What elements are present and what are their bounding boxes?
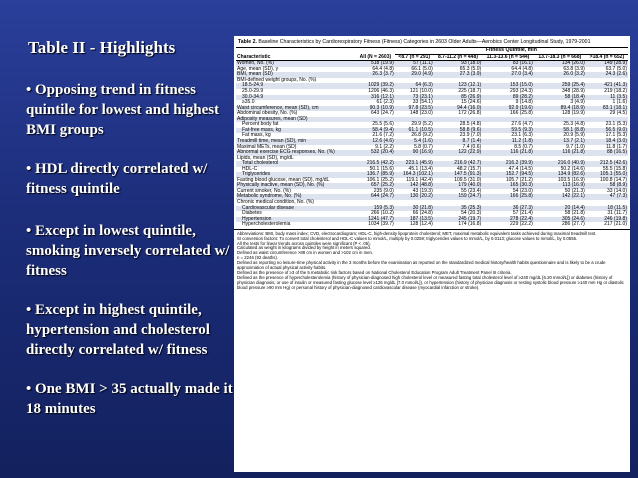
row-label: Physically inactive, mean (SD), No. (%) <box>236 183 356 189</box>
table-cell: 61 (2.3) <box>376 99 394 106</box>
table-cell: 66 (24.8) <box>412 210 433 217</box>
table-cell: 103.5 (16.9) <box>557 176 585 183</box>
table-cell: 159 (24.7) <box>434 194 482 200</box>
table-cell: 92.9 (19.6) <box>482 106 534 112</box>
row-label: Metabolic syndrome, No. (%) <box>236 194 356 200</box>
table-cell: 9.1 (2.2) <box>375 143 394 150</box>
table-cell: 83 (16.1) <box>482 61 534 67</box>
row-label: Age, mean (SD), y <box>237 65 279 72</box>
table-cell: 9 (14.8) <box>515 99 533 106</box>
table-cell: 286 (27.7) <box>562 221 585 228</box>
table-cell: 187 (13.5) <box>395 217 434 223</box>
row-label: 30.0-34.9 <box>236 95 356 101</box>
table-cell: 11.8 (1.7) <box>605 143 627 150</box>
table-cell: 259 (25.4) <box>534 83 586 89</box>
row-label: Diabetes <box>242 210 262 217</box>
table-cell: 26.3 (3.7) <box>356 72 395 78</box>
table-cell: 88 (16.5) <box>586 150 628 156</box>
table-row <box>236 222 628 228</box>
table-cell: 105.1 (55.0) <box>586 172 628 178</box>
baseline-table <box>236 47 628 228</box>
row-label: Chronic medical condition, No. (%) <box>237 198 314 205</box>
table-cell: 17.1 (5.3) <box>605 132 627 139</box>
table-cell: 518 (19.9) <box>356 61 395 67</box>
bullet-item: • Opposing trend in fitness quintile for lowest and highest BMI groups <box>26 82 220 138</box>
table-cell: 113 (16.9) <box>534 183 586 189</box>
table-cell: 123 (12.1) <box>434 83 482 89</box>
row-label: Lipids, mean (SD), mg/dL <box>237 154 294 161</box>
table-cell: 122 (22.9) <box>434 150 482 156</box>
row-label: Percent body fat <box>242 121 279 128</box>
table-cell: 1 (1.6) <box>612 99 627 106</box>
table-cell: 12.6 (4.6) <box>356 139 395 145</box>
table-cell: 97.8 (23.5) <box>395 106 434 112</box>
table-cell: 128 (12.4) <box>409 221 433 228</box>
table-row <box>236 150 628 156</box>
table-cell: 316 (12.1) <box>356 95 395 101</box>
table-cell: 657 (25.2) <box>356 183 395 189</box>
table-footnotes <box>234 229 630 293</box>
table-cell: 1206 (46.3) <box>368 88 394 95</box>
table-cell: 25.5 (5.6) <box>372 121 394 128</box>
table-cell: 58 (18.4) <box>534 95 586 101</box>
table-cell: 63.7 (5.0) <box>605 65 627 72</box>
table-cell: 64 (6.3) <box>395 83 434 89</box>
table-cell: 644 (24.7) <box>356 194 395 200</box>
row-label: Adiposity measures, mean (SD) <box>236 117 356 123</box>
table-cell: 235 (9.0) <box>373 187 394 194</box>
table-cell: 165 (30.3) <box>482 183 534 189</box>
table-cell: 7.4 (0.6) <box>462 143 482 150</box>
table-cell: 5.4 (1.6) <box>395 139 434 145</box>
table-cell: 58 (8.9) <box>586 183 628 189</box>
table-cell: 55.5 (15.8) <box>602 165 627 172</box>
row-label: Waist circumference, mean (SD), cm <box>236 106 356 112</box>
table-image <box>234 36 630 472</box>
table-cell: 128 (19.9) <box>562 110 585 117</box>
table-cell: 59.5 (9.3) <box>482 128 534 134</box>
bullet-list <box>26 80 238 438</box>
table-cell: 153 (15.0) <box>482 83 534 89</box>
col-header: Characteristic <box>236 54 356 61</box>
table-cell: 1241 (47.7) <box>356 217 395 223</box>
table-cell: 25.3 (4.8) <box>563 121 585 128</box>
bullet-item: • HDL directly correlated w/ fitness quintile <box>26 161 208 197</box>
row-label: Triglycerides <box>236 172 356 178</box>
table-cell: 11.2 (1.8) <box>482 139 534 145</box>
table-cell: 18.4 (3.0) <box>586 139 628 145</box>
table-cell: 90 (16.9) <box>395 150 434 156</box>
row-label: 18.5-24.9 <box>236 83 356 89</box>
col-header: >18.4 (n = 652) <box>586 54 628 61</box>
table-cell: 245 (19.7) <box>434 217 482 223</box>
row-label: Hypercholesterolemia <box>242 221 291 228</box>
table-cell: 89.4 (18.9) <box>534 106 586 112</box>
table-cell: 3 (4.9) <box>570 99 585 106</box>
table-cell: 50 (21.3) <box>564 187 585 194</box>
table-cell: 27.6 (4.7) <box>511 121 533 128</box>
table-cell: 121 (10.0) <box>409 88 433 95</box>
row-label: Fat mass, kg <box>242 132 271 139</box>
row-label: BMI, mean (SD) <box>236 72 356 78</box>
table-cell: 21.6 (7.2) <box>372 132 394 139</box>
table-cell: 1029 (39.2) <box>356 83 395 89</box>
table-cell: 35 (25.3) <box>434 206 482 212</box>
table-cell: 61.1 (10.5) <box>395 128 434 134</box>
table-cell: 159 (5.3) <box>356 206 395 212</box>
table-cell: 58.1 (8.8) <box>534 128 586 134</box>
table-cell: 149 (28.9) <box>586 61 628 67</box>
footnote: Defined as waist circumference >88 cm in women and >102 cm in men. <box>237 250 374 256</box>
table-cell: 106.1 (25.2) <box>366 176 394 183</box>
table-cell: 8.5 (0.7) <box>514 143 533 150</box>
table-cell: 20 (14.4) <box>534 206 586 212</box>
table-cell: 50.1 (15.6) <box>369 165 394 172</box>
table-cell: 27.0 (3.4) <box>482 72 534 78</box>
row-label: Women, No. (%) <box>236 61 356 67</box>
table-cell: 90.3 (10.9) <box>356 106 395 112</box>
table-cell: 26.8 (9.2) <box>411 132 433 139</box>
table-cell: 58.8 (9.6) <box>434 128 482 134</box>
table-cell: 166 (25.8) <box>510 110 533 117</box>
table-cell: 33 (54.1) <box>412 99 433 106</box>
row-label: Fasting blood glucose, mean (SD), mg/dL <box>237 176 330 183</box>
row-label: Hypertension <box>236 217 356 223</box>
table-cell: 83.1 (18.1) <box>586 106 628 112</box>
row-label: Maximal METs, mean (SD) <box>237 143 297 150</box>
table-cell: 266 (10.2) <box>370 210 394 217</box>
table-cell: 54 (20.3) <box>461 210 482 217</box>
table-cell: 29 (4.5) <box>609 110 627 117</box>
table-cell: 64.4 (4.8) <box>511 65 533 72</box>
table-cell: 33 (14.0) <box>606 187 627 194</box>
table-cell: 229 (22.2) <box>510 221 533 228</box>
table-cell: 278 (22.4) <box>482 217 534 223</box>
table-cell: 29.0 (4.9) <box>395 72 434 78</box>
col-header: 13.7-18.3 (n = 668) <box>534 54 586 61</box>
row-label: HDL-C <box>242 165 258 172</box>
footnote: All the tests for linear trends across quintiles were significant (P < .05). <box>237 240 371 246</box>
table-cell: 28.5 (4.8) <box>459 121 482 128</box>
table-cell: 13.7 (2.1) <box>534 139 586 145</box>
table-cell: 164.3 (102.1) <box>395 172 434 178</box>
table-cell: 50.2 (14.6) <box>560 165 585 172</box>
col-header: 8.7-11.2 (n = 448) <box>434 54 482 61</box>
table-cell: 134 (26.0) <box>534 61 586 67</box>
table-cell: 47.4 (14.5) <box>508 165 533 172</box>
slide-title: Table II - Highlights <box>28 38 176 57</box>
table-cell: 20.9 (5.9) <box>563 132 585 139</box>
table-caption <box>234 36 630 47</box>
table-cell: 29.9 (5.2) <box>411 121 433 128</box>
table-cell: 43 (19.3) <box>412 187 433 194</box>
table-cell: 55 (23.4) <box>461 187 482 194</box>
table-cell: 152.7 (94.5) <box>482 172 534 178</box>
quintile-header: Fitness Quintile, min <box>395 48 628 55</box>
table-cell: 172 (26.8) <box>458 110 482 117</box>
table-cell: 246 (19.8) <box>586 217 628 223</box>
table-cell: 9.7 (1.0) <box>566 143 585 150</box>
table-cell: 421 (41.3) <box>586 83 628 89</box>
table-cell: 56.5 (9.0) <box>586 128 628 134</box>
row-label: BMI-defined weight groups, No. (%) <box>237 76 317 83</box>
table-cell: 94.4 (16.0) <box>434 106 482 112</box>
table-cell: 73 (23.1) <box>395 95 434 101</box>
table-cell: 130 (20.2) <box>395 194 434 200</box>
table-body <box>236 61 628 228</box>
table-cell: 24.3 (2.6) <box>586 72 628 78</box>
row-label: Total cholesterol <box>236 161 356 167</box>
table-cell: 30 (21.8) <box>395 206 434 212</box>
footnote: Defined as the presence of ≥3 of the 5 metabolic risk factors based on National Cholesterol Education Program Adult Treatment Panel III criteria. <box>237 269 512 275</box>
table-cell: 105.7 (21.2) <box>505 176 533 183</box>
table-cell: 66.1 (5.0) <box>411 65 433 72</box>
row-label: Abdominal obesity, No. (%) <box>237 110 298 117</box>
footnote: SI conversion factors: To convert total cholesterol and HDL-C values to mmol/L, multiply by 0.0259; triglycerides values to mmol/L, by 0.0113; glucose values to mmol/L, by 0.0555. <box>237 235 578 241</box>
table-cell: 148 (23.0) <box>409 110 433 117</box>
row-label: Current smoker, No. (%) <box>237 187 291 194</box>
table-cell: 5.8 (0.7) <box>414 143 433 150</box>
table-cell: 65.3 (5.0) <box>459 65 482 72</box>
table-cell: 223.1 (45.9) <box>395 161 434 167</box>
col-header: 11.3-13.6 (n = 544) <box>482 54 534 61</box>
table-cell: 216.9 (42.7) <box>434 161 482 167</box>
table-cell: 147.5 (91.3) <box>434 172 482 178</box>
col-header: <8.7 (n = 291) <box>395 54 434 61</box>
row-label: Fat-free mass, kg <box>236 128 356 134</box>
row-label: Abnormal exercise ECG responses, No. (%) <box>236 150 356 156</box>
table-cell: 31 (11.7) <box>607 210 627 217</box>
table-cell: 174 (16.8) <box>458 221 482 228</box>
table-cell: 93 (18.0) <box>434 61 482 67</box>
row-label: 25.0-29.9 <box>242 88 264 95</box>
table-cell: 116 (21.8) <box>534 150 586 156</box>
table-cell: 57 (11.1) <box>395 61 434 67</box>
table-cell: 89 (28.2) <box>482 95 534 101</box>
table-cell: 15 (24.6) <box>461 99 482 106</box>
table-cell: 27.3 (3.9) <box>434 72 482 78</box>
table-cell: 116 (21.8) <box>482 150 534 156</box>
table-cell: 57 (21.4) <box>512 210 533 217</box>
footnote: n = 2246 (92 deaths). <box>237 255 278 261</box>
table-cell: 166 (25.8) <box>482 194 534 200</box>
table-cell: 219 (18.2) <box>604 88 627 95</box>
table-cell: 305 (24.6) <box>534 217 586 223</box>
table-cell: 18 (11.5) <box>586 206 628 212</box>
table-cell: 26.0 (3.2) <box>534 72 586 78</box>
table-caption-text: Baseline Characteristics by Cardiorespiratory Fitness (Fitness) Categories in 2603 Older Adults—Aerobics Center Longitudinal Study, 1979-2001 <box>258 39 591 45</box>
table-cell: 216.0 (40.9) <box>534 161 586 167</box>
table-cell: 1034 (39.7) <box>368 221 394 228</box>
footnote: Abbreviations: BMI, body mass index; CVD, electrocardiogram; HDL-C, high-density lipoprotein cholesterol; MET, maximal metabolic equivalent tasks achieved during maximal treadmill test. <box>237 230 597 236</box>
col-header: All (N = 2603) <box>356 54 395 61</box>
table-cell: 58 (21.8) <box>564 210 585 217</box>
bullet-item: • Except in lowest quintile, smoking inversely correlated w/ fitness <box>26 223 230 279</box>
footnote: Defined as reporting no leisure-time physical activity in the 3 months before the examination as reported on the standardized medical history/health habits questionnaire and is likely to be a crude approximation of actual physical activity habits. <box>237 260 606 271</box>
table-cell: 119.1 (42.4) <box>406 176 433 183</box>
table-cell: 36 (27.3) <box>482 206 534 212</box>
table-cell: 23.1 (6.3) <box>511 132 533 139</box>
table-cell: 216.5 (42.2) <box>356 161 395 167</box>
table-cell: 212.5 (42.6) <box>586 161 628 167</box>
table-cell: 100.8 (14.7) <box>600 176 627 183</box>
footnote: Defined as the presence of hypercholesterolemia (history of physician-diagnosed high cholesterol level or measured fasting total cholesterol level of ≥240 mg/dL [6.20 mmol/L]) or diabetes (history of physician diagnosis, or use of insulin or measured fasting glucose level ≥126 mg/dL [7.0 mmol/L]), or hypertension (history of physician diagnosis or resting systolic blood pressure ≥140 mm Hg or diastolic blood pressure ≥90 mm Hg) or personal history of physician-diagnosed cardiovascular disease (myocardial infarction or stroke). <box>237 274 624 290</box>
table-cell: 217 (21.0) <box>604 221 627 228</box>
table-cell: 11 (3.5) <box>586 95 628 101</box>
table-cell: 142 (22.1) <box>534 194 586 200</box>
table-cell: 8.7 (1.4) <box>434 139 482 145</box>
table-cell: 142 (48.8) <box>395 183 434 189</box>
bullet-item: • One BMI > 35 actually made it 18 minutes <box>26 381 233 417</box>
table-cell: 348 (28.9) <box>562 88 585 95</box>
row-label: Treadmill time, mean (SD), min <box>236 139 356 145</box>
bullet-item: • Except in highest quintile, hypertension and cholesterol directly correlated w/ fitness <box>26 302 210 358</box>
row-label: Cardiovascular disease <box>236 206 356 212</box>
table-cell: 643 (24.7) <box>370 110 394 117</box>
table-cell: 85 (26.9) <box>434 95 482 101</box>
table-cell: 134.9 (82.6) <box>534 172 586 178</box>
table-cell: 47 (7.3) <box>586 194 628 200</box>
row-label: ≥35.0 <box>242 99 255 106</box>
footnote: Calculated as weight in kilograms divided by height in meters squared. <box>237 245 371 251</box>
table-cell: 136.7 (85.9) <box>356 172 395 178</box>
table-cell: 23.9 (7.0) <box>459 132 482 139</box>
table-cell: 48.2 (15.7) <box>456 165 482 172</box>
table-cell: 23.1 (5.3) <box>605 121 627 128</box>
table-cell: 64.4 (4.8) <box>372 65 394 72</box>
table-cell: 54 (23.0) <box>512 187 533 194</box>
table-cell: 225 (18.7) <box>458 88 482 95</box>
table-caption-label: Table 2. <box>238 39 257 45</box>
table-cell: 45.1 (13.4) <box>408 165 433 172</box>
table-cell: 216.2 (39.9) <box>482 161 534 167</box>
table-cell: 63.8 (3.9) <box>563 65 585 72</box>
table-cell: 179 (40.0) <box>434 183 482 189</box>
table-cell: 58.4 (9.4) <box>356 128 395 134</box>
table-cell: 293 (24.3) <box>510 88 533 95</box>
table-cell: 532 (20.4) <box>356 150 395 156</box>
table-cell: 109.5 (31.0) <box>454 176 482 183</box>
